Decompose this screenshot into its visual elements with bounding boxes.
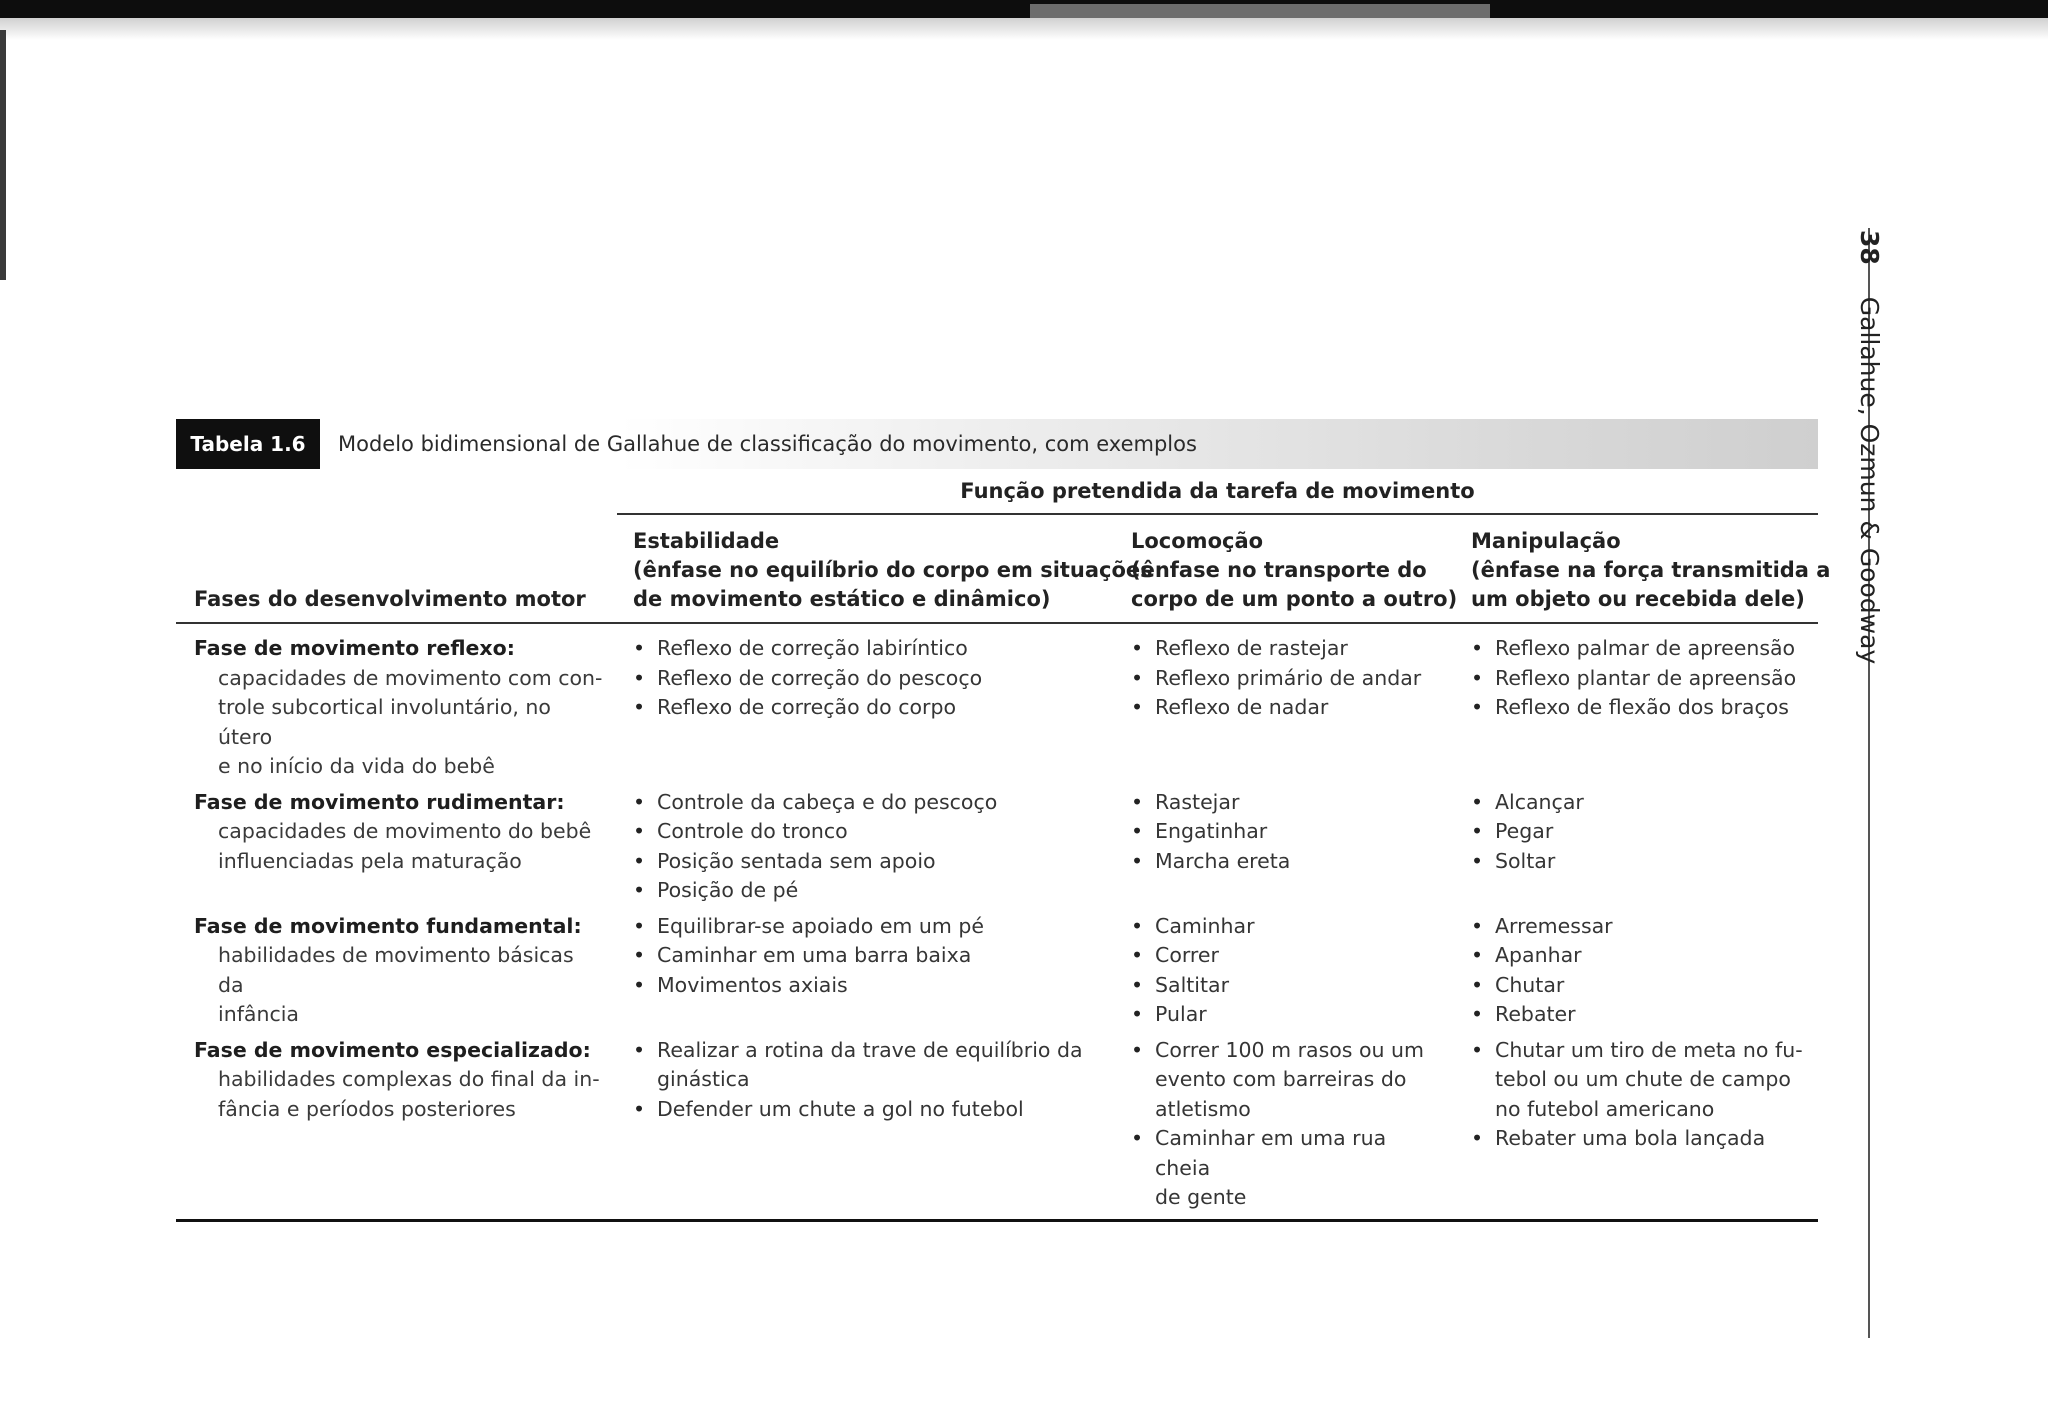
- example-item: • Defender um chute a gol no futebol: [633, 1095, 1103, 1125]
- stability-examples-list: [633, 1036, 1103, 1125]
- phase-title: Fase de movimento especializado:: [194, 1037, 591, 1062]
- manipulation-examples-list: [1471, 912, 1806, 1030]
- example-item: • Reflexo de nadar: [1131, 693, 1443, 723]
- scan-top-border-highlight: [1030, 4, 1490, 18]
- example-item: • Controle do tronco: [633, 817, 1103, 847]
- running-head-text: [1855, 230, 1884, 664]
- header-stability-title: Estabilidade: [633, 529, 780, 553]
- header-manipulation-title: Manipulação: [1471, 529, 1621, 553]
- example-item: • Correr: [1131, 941, 1443, 971]
- example-item: • Engatinhar: [1131, 817, 1443, 847]
- header-stability: [617, 515, 1153, 623]
- locomotion-examples-list: [1131, 634, 1443, 723]
- example-item: • Realizar a rotina da trave de equilíbrio da ginástica: [633, 1036, 1103, 1095]
- running-head: [1850, 230, 1890, 670]
- example-item: • Posição de pé: [633, 876, 1103, 906]
- locomotion-cell: [1115, 623, 1455, 788]
- table-number-tag: Tabela 1.6: [176, 419, 320, 469]
- stability-cell: [617, 912, 1115, 1036]
- header-manipulation: [1455, 515, 1831, 623]
- example-item: • Posição sentada sem apoio: [633, 847, 1103, 877]
- example-item: • Reflexo plantar de apreensão: [1471, 664, 1806, 694]
- phase-title: Fase de movimento reflexo:: [194, 636, 515, 660]
- phase-description-line: trole subcortical involuntário, no útero: [218, 695, 551, 749]
- table-row: [176, 788, 1818, 912]
- example-item: • Caminhar em uma rua cheia de gente: [1131, 1124, 1443, 1213]
- phase-title: Fase de movimento fundamental:: [194, 913, 582, 938]
- example-item: • Reflexo primário de andar: [1131, 664, 1443, 694]
- example-item: • Soltar: [1471, 847, 1806, 877]
- example-item: • Correr 100 m rasos ou um evento com barreiras do atletismo: [1131, 1036, 1443, 1125]
- example-item: • Pegar: [1471, 817, 1806, 847]
- example-item: • Rastejar: [1131, 788, 1443, 818]
- example-item: • Chutar: [1471, 971, 1806, 1001]
- header-stability-line: de movimento estático e dinâmico): [633, 587, 1051, 611]
- example-item: • Reflexo de correção labiríntico: [633, 634, 1103, 664]
- header-locomotion: [1115, 515, 1458, 623]
- stability-examples-list: [633, 788, 1103, 906]
- example-item: • Chutar um tiro de meta no fu- tebol ou um chute de campo no futebol americano: [1471, 1036, 1806, 1125]
- manipulation-cell: [1455, 1036, 1818, 1221]
- example-item: • Equilibrar-se apoiado em um pé: [633, 912, 1103, 942]
- manipulation-cell: [1455, 788, 1818, 912]
- phase-description-line: capacidades de movimento com con-: [218, 665, 603, 690]
- example-item: • Apanhar: [1471, 941, 1806, 971]
- scan-top-border: [0, 0, 2048, 18]
- locomotion-cell: [1115, 912, 1455, 1036]
- phase-description-line: influenciadas pela maturação: [218, 848, 522, 873]
- example-item: • Rebater: [1471, 1000, 1806, 1030]
- header-stability-line: (ênfase no equilíbrio do corpo em situações: [633, 558, 1153, 582]
- phase-cell: [176, 912, 617, 1036]
- locomotion-examples-list: [1131, 912, 1443, 1030]
- example-item: • Caminhar: [1131, 912, 1443, 942]
- phase-cell: [176, 788, 617, 912]
- super-header: Função pretendida da tarefa de movimento: [617, 469, 1818, 515]
- phase-cell: [176, 623, 617, 788]
- manipulation-examples-list: [1471, 1036, 1806, 1154]
- header-manipulation-line: um objeto ou recebida dele): [1471, 587, 1805, 611]
- stability-cell: [617, 788, 1115, 912]
- table-row: [176, 1036, 1818, 1221]
- stability-examples-list: [633, 912, 1103, 1001]
- stability-examples-list: [633, 634, 1103, 723]
- example-item: • Arremessar: [1471, 912, 1806, 942]
- phase-description-line: habilidades complexas do final da in-: [218, 1067, 600, 1091]
- example-item: • Pular: [1131, 1000, 1443, 1030]
- phase-description-line: capacidades de movimento do bebê: [218, 819, 592, 843]
- stability-cell: [617, 623, 1115, 788]
- example-item: • Movimentos axiais: [633, 971, 1103, 1001]
- example-item: • Alcançar: [1471, 788, 1806, 818]
- example-item: • Reflexo de correção do pescoço: [633, 664, 1103, 694]
- table-caption: [176, 419, 1818, 469]
- stability-cell: [617, 1036, 1115, 1221]
- locomotion-cell: [1115, 788, 1455, 912]
- classification-table: [176, 515, 1831, 1222]
- page-number: 38: [1855, 230, 1884, 265]
- example-item: • Reflexo de correção do corpo: [633, 693, 1103, 723]
- phase-description-line: habilidades de movimento básicas da: [218, 943, 574, 997]
- example-item: • Marcha ereta: [1131, 847, 1443, 877]
- example-item: • Rebater uma bola lançada: [1471, 1124, 1806, 1154]
- locomotion-cell: [1115, 1036, 1455, 1221]
- header-row: [176, 515, 1818, 623]
- header-locomotion-line: corpo de um ponto a outro): [1131, 587, 1458, 611]
- header-manipulation-line: (ênfase na força transmitida a: [1471, 558, 1831, 582]
- running-head-authors: Gallahue, Ozmun & Goodway: [1855, 296, 1884, 665]
- header-locomotion-title: Locomoção: [1131, 529, 1264, 553]
- scan-left-edge: [0, 30, 6, 280]
- manipulation-cell: [1455, 623, 1818, 788]
- manipulation-examples-list: [1471, 788, 1806, 877]
- example-item: • Controle da cabeça e do pescoço: [633, 788, 1103, 818]
- header-phases: Fases do desenvolvimento motor: [176, 515, 617, 623]
- manipulation-examples-list: [1471, 634, 1806, 723]
- example-item: • Saltitar: [1131, 971, 1443, 1001]
- locomotion-examples-list: [1131, 1036, 1443, 1213]
- table-body: [176, 623, 1818, 1220]
- phase-cell: [176, 1036, 617, 1221]
- manipulation-cell: [1455, 912, 1818, 1036]
- header-locomotion-line: (ênfase no transporte do: [1131, 558, 1427, 582]
- locomotion-examples-list: [1131, 788, 1443, 877]
- example-item: • Reflexo de rastejar: [1131, 634, 1443, 664]
- phase-description-line: e no início da vida do bebê: [218, 754, 495, 778]
- phase-title: Fase de movimento rudimentar:: [194, 789, 565, 814]
- phase-description-line: infância: [218, 1002, 299, 1026]
- scan-top-shadow: [0, 18, 2048, 40]
- table-block: [176, 419, 1831, 1222]
- table-title: Modelo bidimensional de Gallahue de classificação do movimento, com exemplos: [338, 432, 1197, 456]
- table-row: [176, 912, 1818, 1036]
- example-item: • Caminhar em uma barra baixa: [633, 941, 1103, 971]
- table-row: [176, 623, 1818, 788]
- example-item: • Reflexo palmar de apreensão: [1471, 634, 1806, 664]
- example-item: • Reflexo de flexão dos braços: [1471, 693, 1806, 723]
- phase-description-line: fância e períodos posteriores: [218, 1096, 516, 1121]
